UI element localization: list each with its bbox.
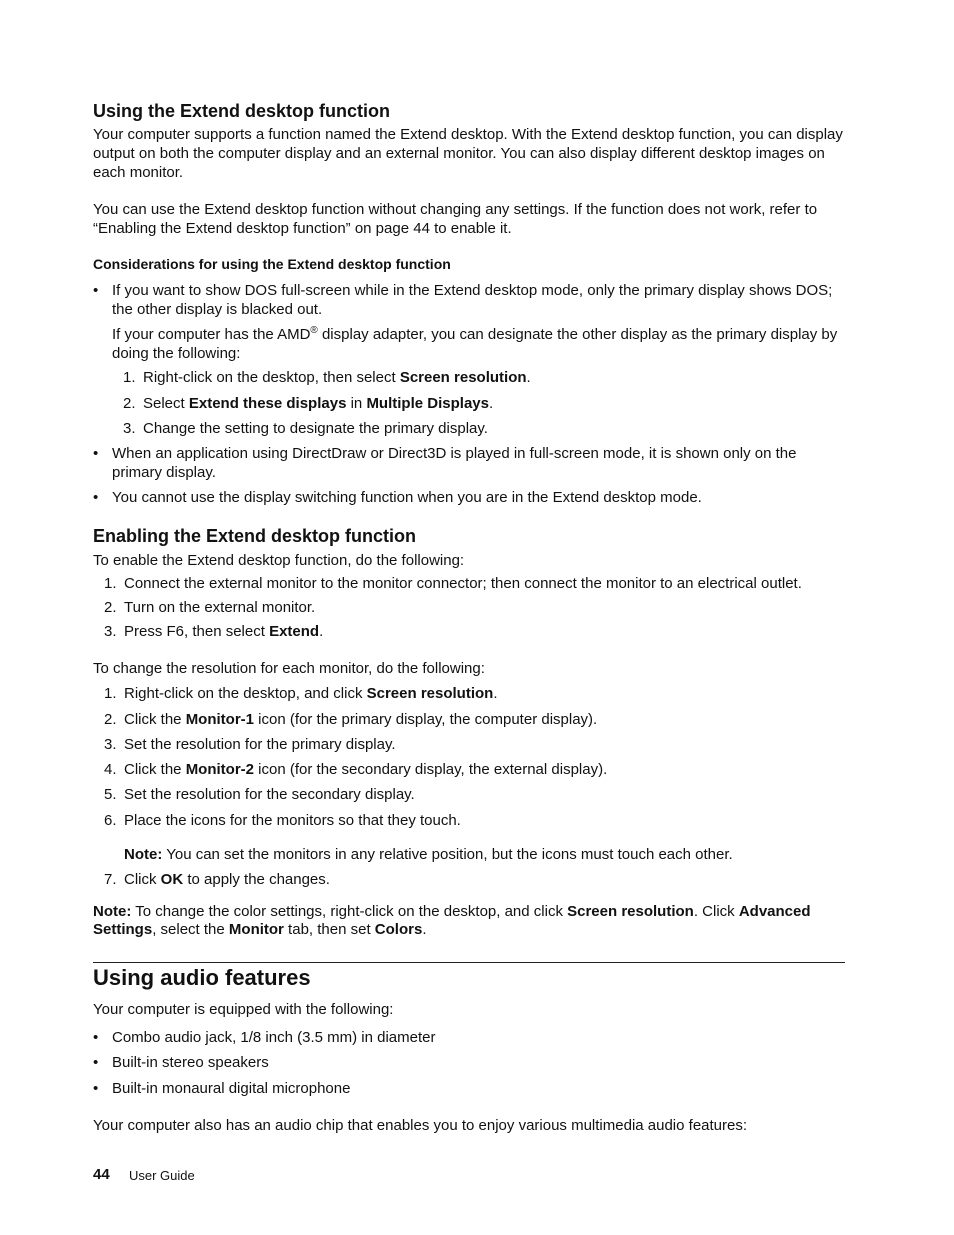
bullet-text: Combo audio jack, 1/8 inch (3.5 mm) in diameter bbox=[112, 1029, 436, 1046]
item-text: Press F6, then select Extend. bbox=[124, 623, 324, 640]
bullet-text: If you want to show DOS full-screen while in the Extend desktop mode, only the primary display shows DOS; the other display is blacked out. bbox=[112, 282, 833, 318]
bullet-glyph: • bbox=[93, 1054, 99, 1071]
note-label: Note: bbox=[124, 846, 163, 863]
item-text: Click OK to apply the changes. bbox=[124, 871, 330, 888]
registered-mark: ® bbox=[310, 325, 318, 336]
bullet-text: When an application using DirectDraw or Direct3D is played in full-screen mode, it is shown only on the primary display. bbox=[112, 445, 797, 481]
item-number: 2. bbox=[104, 599, 117, 616]
bullet-glyph: • bbox=[93, 445, 99, 462]
paragraph: Your computer supports a function named the Extend desktop. With the Extend desktop function, you can display output on both the computer display and an external monitor. You can also display different desktop images on each monitor. bbox=[93, 126, 843, 181]
item-number: 1. bbox=[104, 575, 117, 592]
item-number: 2. bbox=[123, 395, 136, 412]
bullet-text: Built-in monaural digital microphone bbox=[112, 1080, 351, 1097]
item-number: 3. bbox=[123, 420, 136, 437]
item-text: Place the icons for the monitors so that they touch. bbox=[124, 812, 461, 829]
item-text: Right-click on the desktop, and click Screen resolution. bbox=[124, 685, 498, 702]
paragraph: Your computer also has an audio chip that enables you to enjoy various multimedia audio features: bbox=[93, 1117, 748, 1134]
note-paragraph: Note: To change the color settings, right-click on the desktop, and click Screen resolution. Click Advanced Settings, select the Monitor tab, then set Colors. bbox=[93, 903, 811, 938]
item-text: Click the Monitor-1 icon (for the primary display, the computer display). bbox=[124, 711, 598, 728]
page-number: 44 bbox=[93, 1166, 110, 1183]
section-title: Using audio features bbox=[93, 965, 311, 990]
item-text: Set the resolution for the secondary display. bbox=[124, 786, 415, 803]
footer-title: User Guide bbox=[129, 1168, 195, 1183]
amd-text-pre: If your computer has the AMD bbox=[112, 326, 311, 343]
item-text: Set the resolution for the primary display. bbox=[124, 736, 396, 753]
item-number: 1. bbox=[123, 369, 136, 386]
bullet-glyph: • bbox=[93, 1029, 99, 1046]
section-divider bbox=[93, 962, 845, 963]
paragraph: You can use the Extend desktop function without changing any settings. If the function does not work, refer to “Enabling the Extend desktop function” on page 44 to enable it. bbox=[93, 201, 818, 237]
item-text: Select Extend these displays in Multiple Displays. bbox=[143, 395, 494, 412]
item-text: Connect the external monitor to the monitor connector; then connect the monitor to an electrical outlet. bbox=[124, 575, 802, 592]
item-text: Change the setting to designate the primary display. bbox=[143, 420, 488, 437]
item-text: Click the Monitor-2 icon (for the secondary display, the external display). bbox=[124, 761, 608, 778]
subheading: Considerations for using the Extend desktop function bbox=[93, 256, 451, 272]
bullet-glyph: • bbox=[93, 282, 99, 299]
bullet-text: Built-in stereo speakers bbox=[112, 1054, 269, 1071]
bullet-glyph: • bbox=[93, 489, 99, 506]
paragraph: To enable the Extend desktop function, do the following: bbox=[93, 552, 465, 569]
item-number: 6. bbox=[104, 812, 117, 829]
bullet-text: You cannot use the display switching function when you are in the Extend desktop mode. bbox=[112, 489, 702, 506]
bullet-glyph: • bbox=[93, 1080, 99, 1097]
note-text: You can set the monitors in any relative position, but the icons must touch each other. bbox=[162, 846, 733, 863]
item-number: 7. bbox=[104, 871, 117, 888]
inline-note bbox=[124, 845, 845, 864]
item-text: Right-click on the desktop, then select Screen resolution. bbox=[143, 369, 531, 386]
note-label: Note: bbox=[93, 903, 132, 920]
item-number: 3. bbox=[104, 623, 117, 640]
paragraph: To change the resolution for each monitor, do the following: bbox=[93, 660, 485, 677]
amd-text-post: display adapter, you can designate the other display as the primary display by doing the following: bbox=[112, 326, 838, 362]
section-heading: Using the Extend desktop function bbox=[93, 101, 391, 121]
item-number: 4. bbox=[104, 761, 117, 778]
paragraph bbox=[112, 325, 845, 363]
item-text: Turn on the external monitor. bbox=[124, 599, 316, 616]
paragraph: Your computer is equipped with the following: bbox=[93, 1001, 394, 1018]
item-number: 1. bbox=[104, 685, 117, 702]
item-number: 5. bbox=[104, 786, 117, 803]
section-heading: Enabling the Extend desktop function bbox=[93, 526, 417, 546]
item-number: 3. bbox=[104, 736, 117, 753]
item-number: 2. bbox=[104, 711, 117, 728]
